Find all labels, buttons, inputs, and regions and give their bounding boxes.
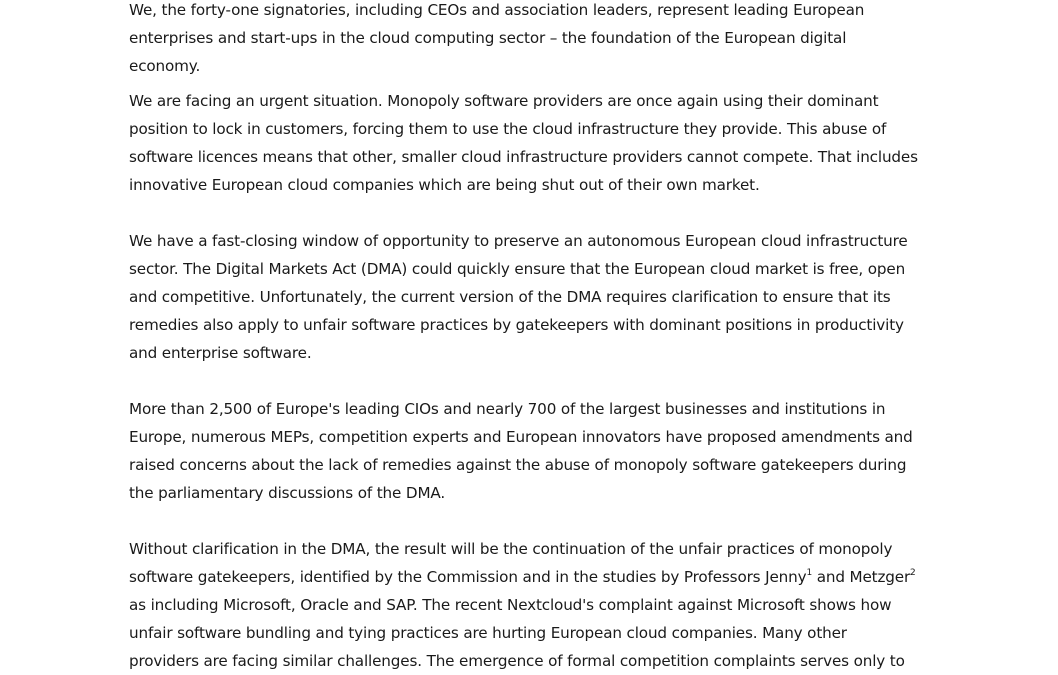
text-line: remedies also apply to unfair software practices by gatekeepers with dominant positions in productivity (129, 316, 904, 334)
text-line: and competitive. Unfortunately, the current version of the DMA requires clarification to ensure that its (129, 288, 891, 306)
text-line: enterprises and start-ups in the cloud computing sector – the foundation of the European digital (129, 29, 847, 47)
text-segment: and Metzger (812, 568, 911, 586)
text-line: economy. (129, 57, 201, 75)
footnote-ref-1: 1 (806, 567, 813, 578)
paragraph-cios-support (129, 395, 939, 507)
text-line: software licences means that other, smaller cloud infrastructure providers cannot compete. That includes (129, 148, 918, 166)
footnote-ref-2: 2 (910, 567, 916, 578)
text-line: We, the forty-one signatories, including CEOs and association leaders, represent leading European (129, 1, 865, 19)
text-line: raised concerns about the lack of remedies against the abuse of monopoly software gatekeepers during (129, 456, 907, 474)
text-line: and enterprise software. (129, 344, 312, 362)
text-line: as including Microsoft, Oracle and SAP. The recent Nextcloud's complaint against Microsoft shows how (129, 596, 892, 614)
text-line: unfair software bundling and tying practices are hurting European cloud companies. Many other (129, 624, 847, 642)
text-line: More than 2,500 of Europe's leading CIOs and nearly 700 of the largest businesses and institutions in (129, 400, 886, 418)
text-line: We are facing an urgent situation. Monopoly software providers are once again using their dominant (129, 92, 879, 110)
letter-body (129, 0, 939, 675)
paragraph-urgent-situation (129, 87, 939, 199)
text-line: Without clarification in the DMA, the result will be the continuation of the unfair practices of monopoly (129, 540, 893, 558)
text-line: We have a fast-closing window of opportunity to preserve an autonomous European cloud infrastructure (129, 232, 908, 250)
text-segment: software gatekeepers, identified by the Commission and in the studies by Professors Jenny (129, 568, 807, 586)
text-line: position to lock in customers, forcing them to use the cloud infrastructure they provide. This abuse of (129, 120, 887, 138)
paragraph-signatories (129, 0, 939, 80)
text-line-with-footnotes (129, 563, 939, 591)
text-line: the parliamentary discussions of the DMA. (129, 484, 446, 502)
paragraph-dma-window (129, 227, 939, 367)
text-line: Europe, numerous MEPs, competition experts and European innovators have proposed amendments and (129, 428, 913, 446)
text-line: innovative European cloud companies which are being shut out of their own market. (129, 176, 760, 194)
text-line: providers are facing similar challenges. The emergence of formal competition complaints serves only to (129, 652, 905, 670)
paragraph-without-clarification (129, 535, 939, 675)
text-line: sector. The Digital Markets Act (DMA) could quickly ensure that the European cloud market is free, open (129, 260, 906, 278)
